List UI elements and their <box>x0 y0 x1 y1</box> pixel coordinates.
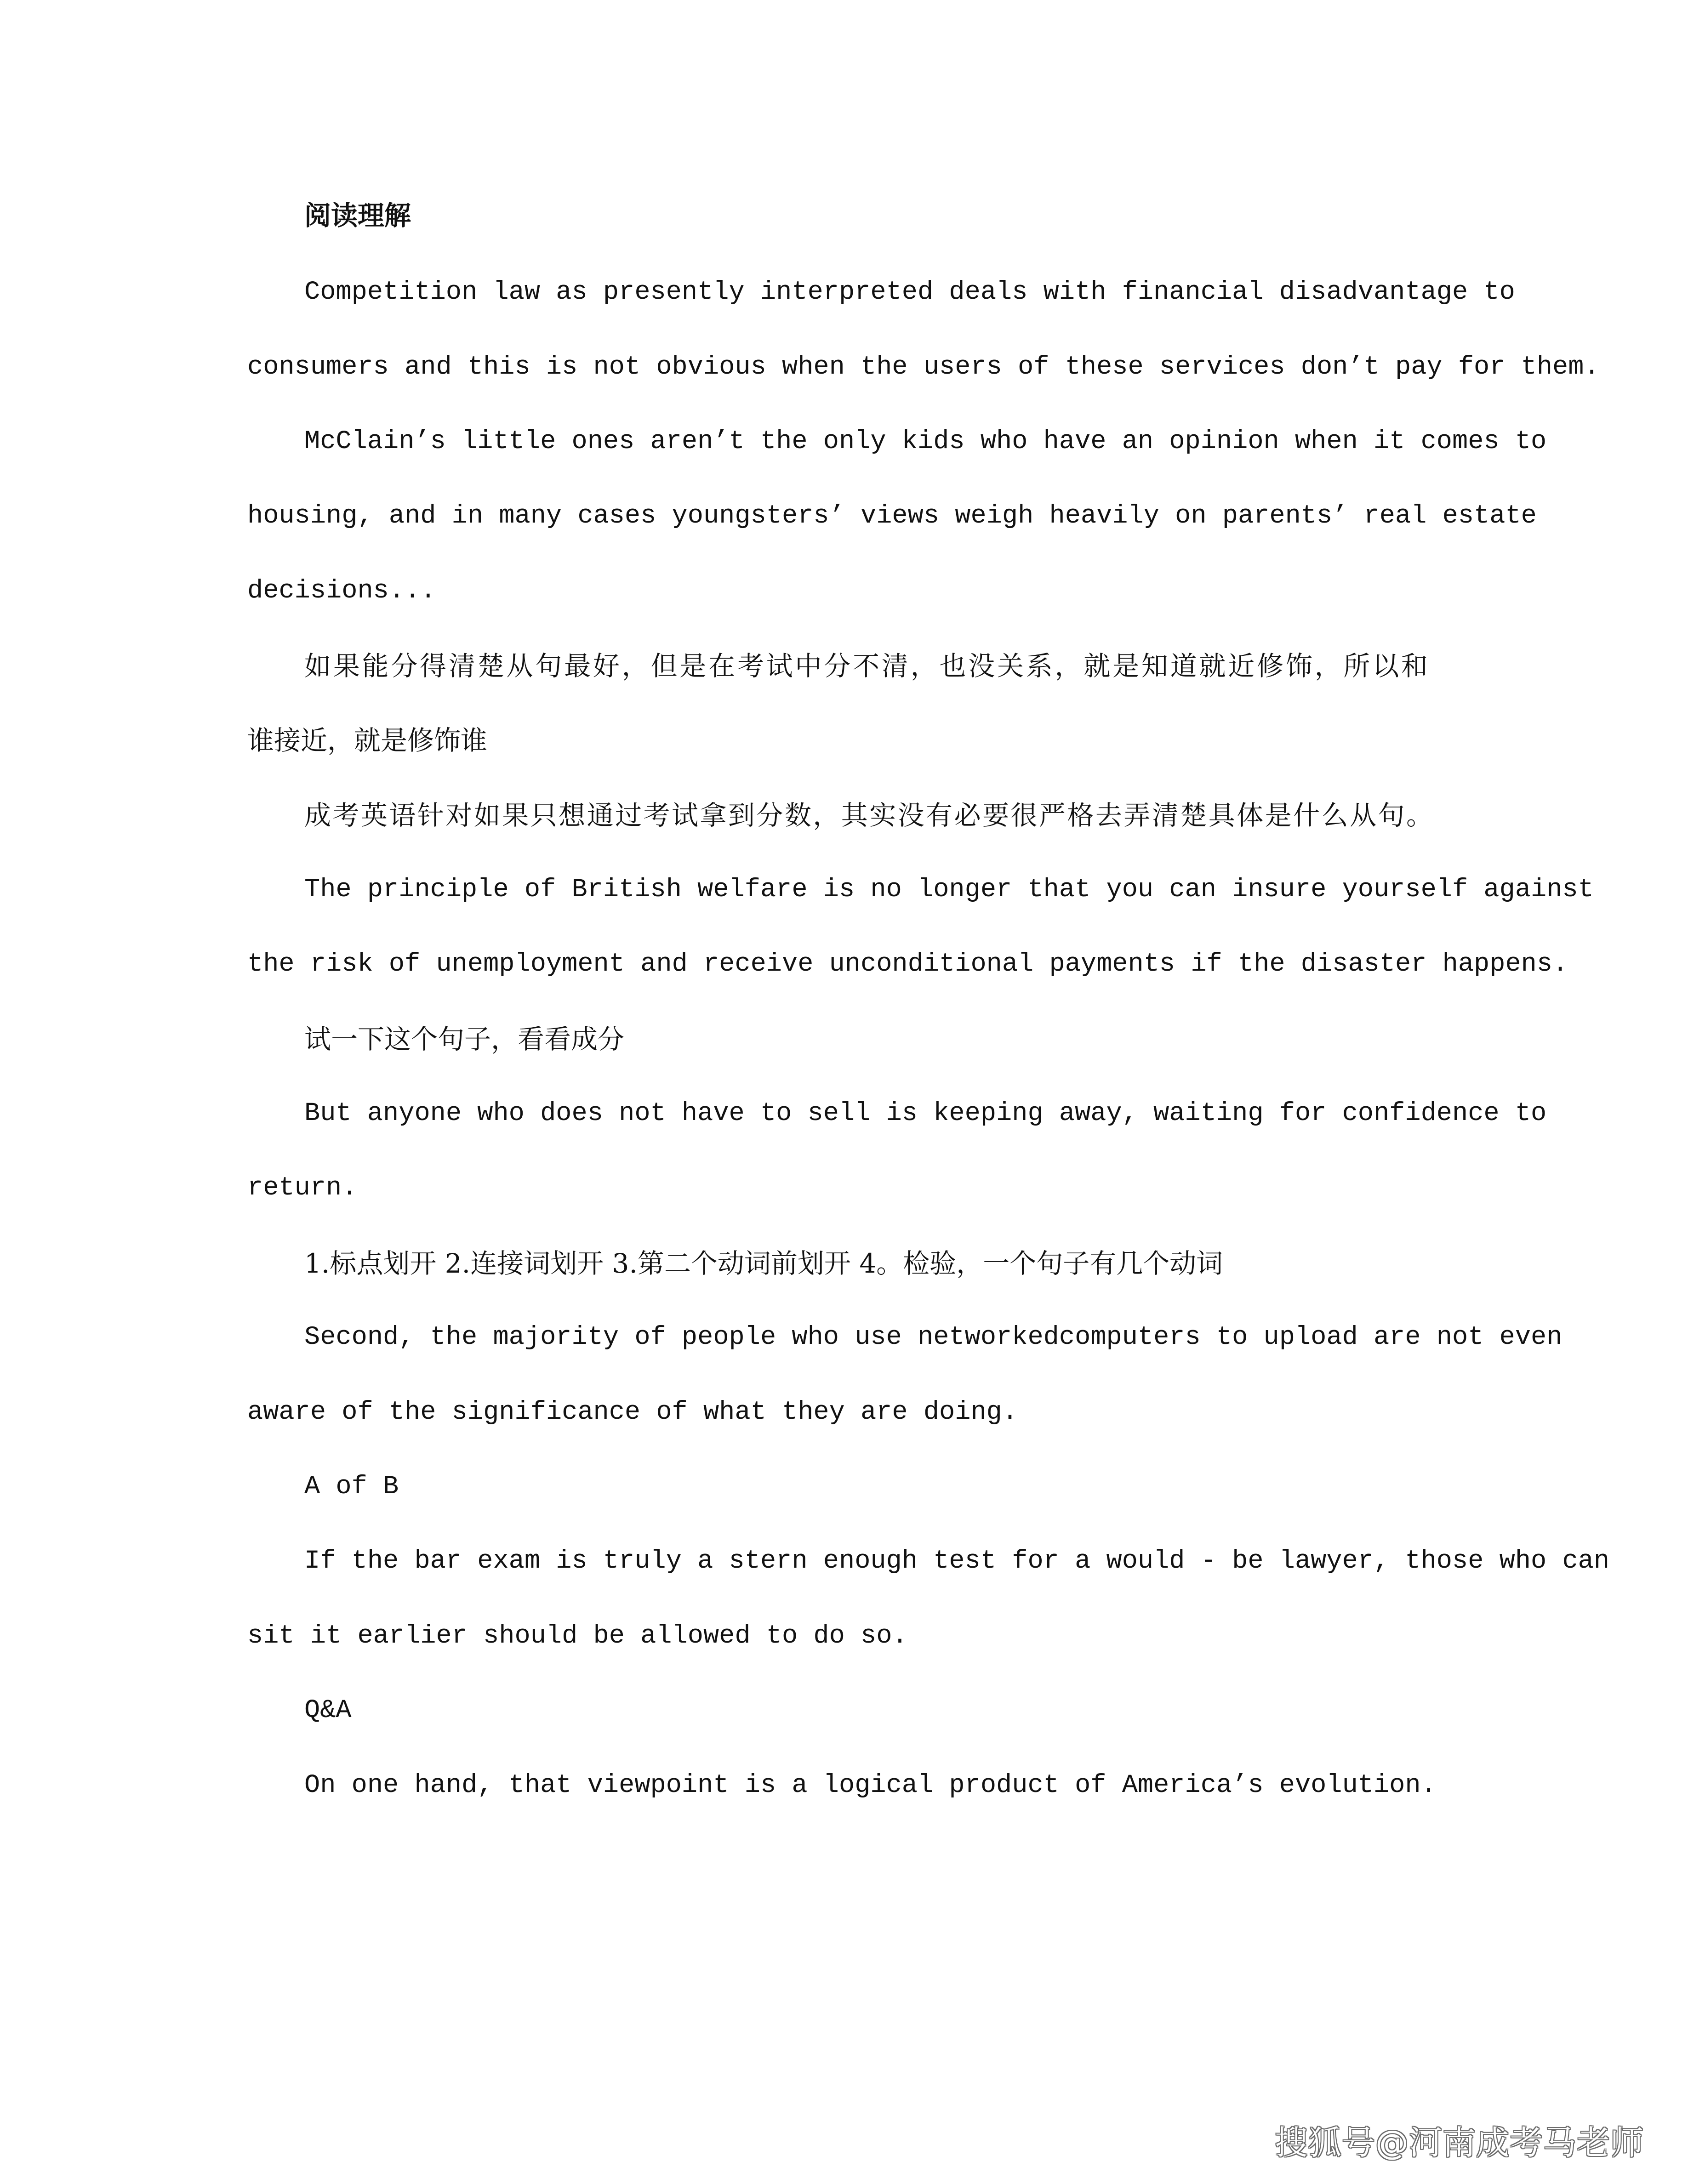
paragraph-line: 1.标点划开 2.连接词划开 3.第二个动词前划开 4。检验，一个句子有几个动词 <box>304 1248 1223 1279</box>
paragraph-line: housing, and in many cases youngsters’ views weigh heavily on parents’ real estate <box>247 501 1537 531</box>
paragraph-line: Competition law as presently interpreted deals with financial disadvantage to <box>304 278 1515 307</box>
paragraph-line: A of B <box>304 1472 399 1502</box>
paragraph-line: 成考英语针对如果只想通过考试拿到分数，其实没有必要很严格去弄清楚具体是什么从句。 <box>304 800 1433 831</box>
paragraph-line: sit it earlier should be allowed to do so. <box>247 1621 908 1651</box>
paragraph-line: Q&A <box>304 1696 352 1725</box>
document-title: 阅读理解 <box>304 200 411 231</box>
paragraph-line: But anyone who does not have to sell is keeping away, waiting for confidence to <box>304 1099 1547 1128</box>
paragraph-line: 谁接近，就是修饰谁 <box>247 725 488 756</box>
paragraph-line: McClain’s little ones aren’t the only kids who have an opinion when it comes to <box>304 427 1547 456</box>
paragraph-line: consumers and this is not obvious when the users of these services don’t pay for them. <box>247 353 1600 382</box>
paragraph-line: return. <box>247 1173 358 1203</box>
paragraph-line: On one hand, that viewpoint is a logical product of America’s evolution. <box>304 1771 1437 1800</box>
paragraph-line: decisions... <box>247 576 436 606</box>
paragraph-line: aware of the significance of what they are doing. <box>247 1398 1018 1427</box>
paragraph-line: Second, the majority of people who use networkedcomputers to upload are not even <box>304 1323 1563 1352</box>
watermark: 搜狐号@河南成考马老师 <box>1274 2123 1644 2162</box>
paragraph-line: The principle of British welfare is no longer that you can insure yourself against <box>304 875 1594 904</box>
paragraph-line: 试一下这个句子，看看成分 <box>304 1024 625 1055</box>
paragraph-line: the risk of unemployment and receive unconditional payments if the disaster happens. <box>247 950 1568 979</box>
paragraph-line: If the bar exam is truly a stern enough test for a would - be lawyer, those who can <box>304 1547 1610 1576</box>
paragraph-line: 如果能分得清楚从句最好，但是在考试中分不清，也没关系，就是知道就近修饰，所以和 <box>304 650 1428 682</box>
